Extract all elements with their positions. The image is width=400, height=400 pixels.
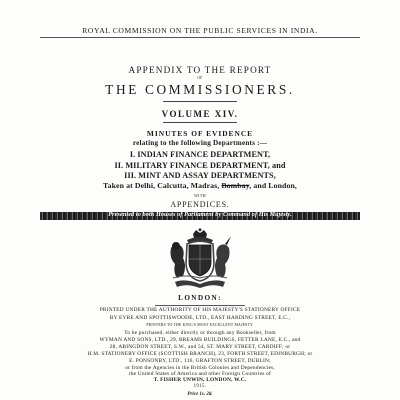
imprint-sale-4: H.M. STATIONERY OFFICE (SCOTTISH BRANCH), 23, FORTH STREET, EDINBURGH; or [87,351,313,357]
taken-prefix: Taken at Delhi, Calcutta, Madras, [103,181,222,190]
volume-rule-bottom [163,122,237,123]
imprint-sale-8: T. FISHER UNWIN, LONDON, W.C. [153,377,247,383]
imprint-printed-by-2: BY EYRE AND SPOTTISWOODE, LTD., EAST HARDING STREET, E.C., [109,315,291,321]
imprint-sale-2: WYMAN AND SONS, LTD., 29, BREAMS BUILDINGS, FETTER LANE, E.C., and [99,337,301,343]
imprint-printed-by-1: PRINTED UNDER THE AUTHORITY OF HIS MAJESTY'S STATIONERY OFFICE [99,307,301,313]
volume-rule-top [163,101,237,102]
taken-at-line [0,182,400,190]
appendix-title: APPENDIX TO THE REPORT [128,65,272,75]
department-2: II. MILITARY FINANCE DEPARTMENT, and [114,161,286,170]
commissioners-title: THE COMMISSIONERS. [105,82,295,97]
imprint-place: LONDON: [178,294,222,302]
imprint-printers-note: PRINTERS TO THE KING'S MOST EXCELLENT MAJESTY. [146,323,254,327]
royal-coat-of-arms-icon [165,228,235,290]
imprint-rule [155,305,245,306]
imprint-sale-1: To be purchased, either directly or through any Bookseller, from [124,330,276,336]
series-title: ROYAL COMMISSION ON THE PUBLIC SERVICES IN INDIA. [82,26,318,35]
of-word: OF [197,76,203,80]
imprint-sale-5: E. PONSONBY, LTD., 116, GRAFTON STREET, DUBLIN; [129,358,271,364]
department-1: I. INDIAN FINANCE DEPARTMENT, [129,150,271,159]
imprint-sale-6: or from the Agencies in the British Colonies and Dependencies, [125,365,275,371]
minutes-heading: MINUTES OF EVIDENCE [146,129,254,138]
presented-line: Presented to both Houses of Parliament by Command of His Majesty. [108,211,292,218]
taken-suffix: , and London, [249,181,297,190]
relating-line: relating to the following Departments :— [132,139,268,147]
top-rule [40,37,360,38]
appendices-heading: APPENDICES. [170,200,230,209]
with-word: WITH [193,193,207,198]
imprint-year: 1915. [193,384,207,389]
department-3: III. MINT AND ASSAY DEPARTMENTS, [124,171,276,180]
imprint-price: Price 1s. 2d. [187,392,213,397]
imprint-sale-3: 28, ABINGDON STREET, S.W., and 54, ST. MARY STREET, CARDIFF; or [109,344,291,350]
taken-struck-city: Bombay [221,181,250,190]
imprint-sale-7: the United States of America and other Foreign Countries of [129,371,271,377]
volume-number: VOLUME XIV. [161,109,239,119]
